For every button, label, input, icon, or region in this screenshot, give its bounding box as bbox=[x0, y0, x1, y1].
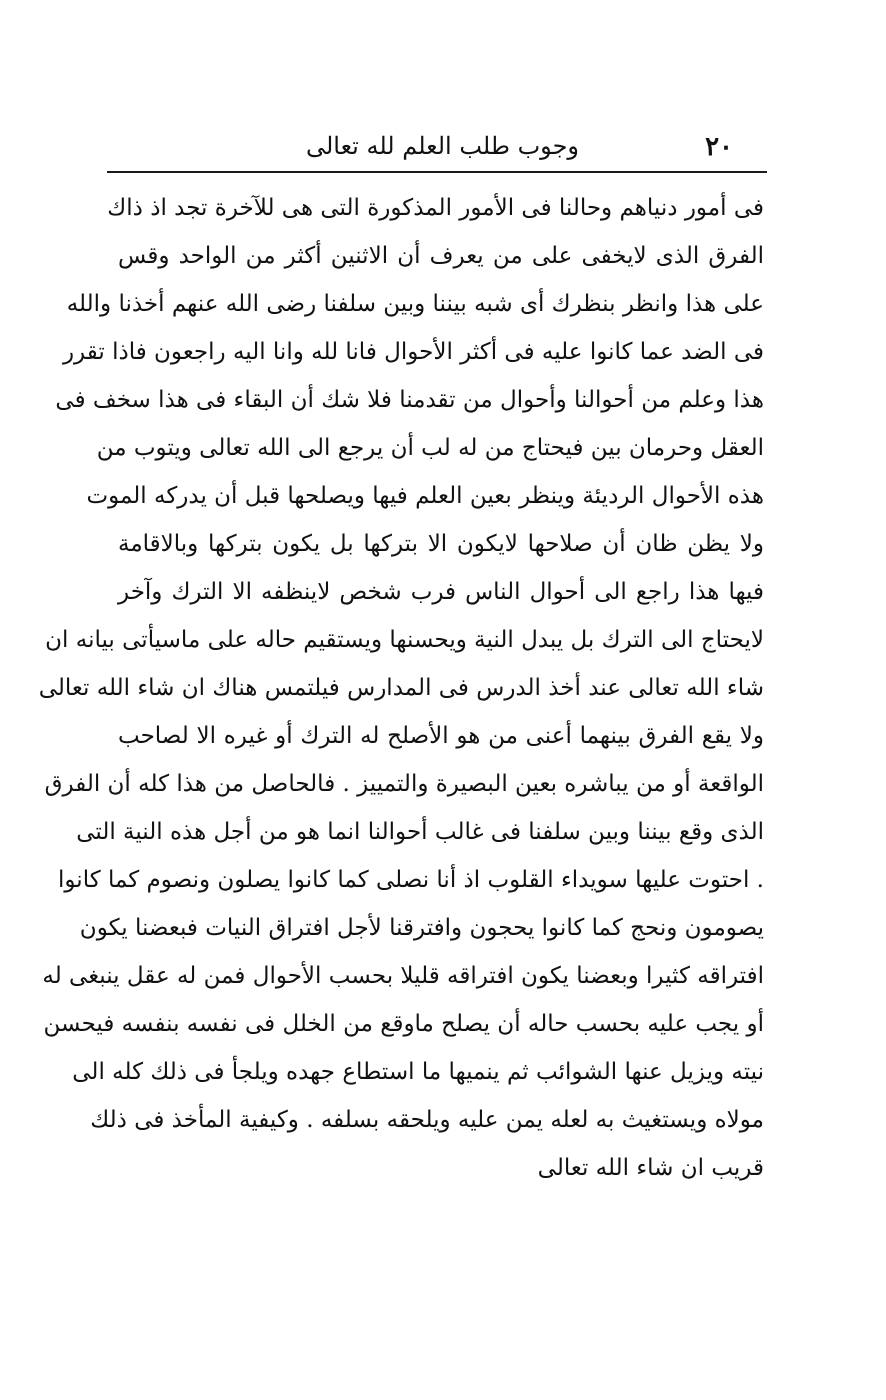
text-line: فى أمور دنياهم وحالنا فى الأمور المذكورة التى هى للآخرة تجد اذ ذاك bbox=[107, 195, 764, 221]
text-line: الواقعة أو من يباشره بعين البصيرة والتمييز . فالحاصل من هذا كله أن الفرق bbox=[44, 771, 764, 797]
text-line: شاء الله تعالى عند أخذ الدرس فى المدارس فيلتمس هناك ان شاء الله تعالى bbox=[38, 675, 764, 701]
text-line: هذه الأحوال الرديئة وينظر بعين العلم فيها ويصلحها قبل أن يدركه الموت bbox=[86, 483, 764, 509]
body-text bbox=[38, 184, 764, 1192]
running-header bbox=[130, 126, 755, 166]
running-title: وجوب طلب العلم لله تعالى bbox=[305, 132, 580, 160]
text-line: نيته ويزيل عنها الشوائب ثم ينميها ما استطاع جهده ويلجأ فى ذلك كله الى bbox=[72, 1059, 764, 1085]
text-line: أو يجب عليه بحسب حاله أن يصلح ماوقع من الخلل فى نفسه بنفسه فيحسن bbox=[43, 1011, 764, 1037]
text-line: . احتوت عليها سويداء القلوب اذ أنا نصلى كما كانوا يصلون ونصوم كما كانوا bbox=[58, 867, 764, 893]
text-line: لايحتاج الى الترك بل يبدل النية ويحسنها ويستقيم حاله على ماسيأتى بيانه ان bbox=[45, 627, 764, 653]
header-rule bbox=[107, 171, 767, 173]
text-line: افتراقه كثيرا وبعضنا يكون افتراقه قليلا بحسب الأحوال فمن له عقل ينبغى له bbox=[42, 963, 764, 989]
text-line: فيها هذا راجع الى أحوال الناس فرب شخص لاينظفه الا الترك وآخر bbox=[118, 579, 764, 605]
text-line: ولا يقع الفرق بينهما أعنى من هو الأصلح له الترك أو غيره الا لصاحب bbox=[118, 723, 764, 749]
page-number: ٢٠ bbox=[705, 132, 733, 162]
text-line: الفرق الذى لايخفى على من يعرف أن الاثنين أكثر من الواحد وقس bbox=[118, 243, 764, 269]
text-line: الذى وقع بيننا وبين سلفنا فى غالب أحوالنا انما هو من أجل هذه النية التى bbox=[76, 819, 764, 845]
text-line-last: قريب ان شاء الله تعالى bbox=[537, 1155, 764, 1181]
text-line: ولا يظن ظان أن صلاحها لايكون الا بتركها بل يكون بتركها وبالاقامة bbox=[118, 531, 764, 557]
text-line: يصومون ونحج كما كانوا يحجون وافترقنا لأجل افتراق النيات فبعضنا يكون bbox=[79, 915, 764, 941]
text-line: مولاه ويستغيث به لعله يمن عليه ويلحقه بسلفه . وكيفية المأخذ فى ذلك bbox=[90, 1107, 764, 1133]
text-line: على هذا وانظر بنظرك أى شبه بيننا وبين سلفنا رضى الله عنهم أخذنا والله bbox=[66, 291, 764, 317]
text-line: فى الضد عما كانوا عليه فى أكثر الأحوال فانا لله وانا اليه راجعون فاذا تقرر bbox=[62, 339, 764, 365]
text-line: هذا وعلم من أحوالنا وأحوال من تقدمنا فلا شك أن البقاء فى هذا سخف فى bbox=[55, 387, 764, 413]
text-line: العقل وحرمان بين فيحتاج من له لب أن يرجع الى الله تعالى ويتوب من bbox=[96, 435, 764, 461]
